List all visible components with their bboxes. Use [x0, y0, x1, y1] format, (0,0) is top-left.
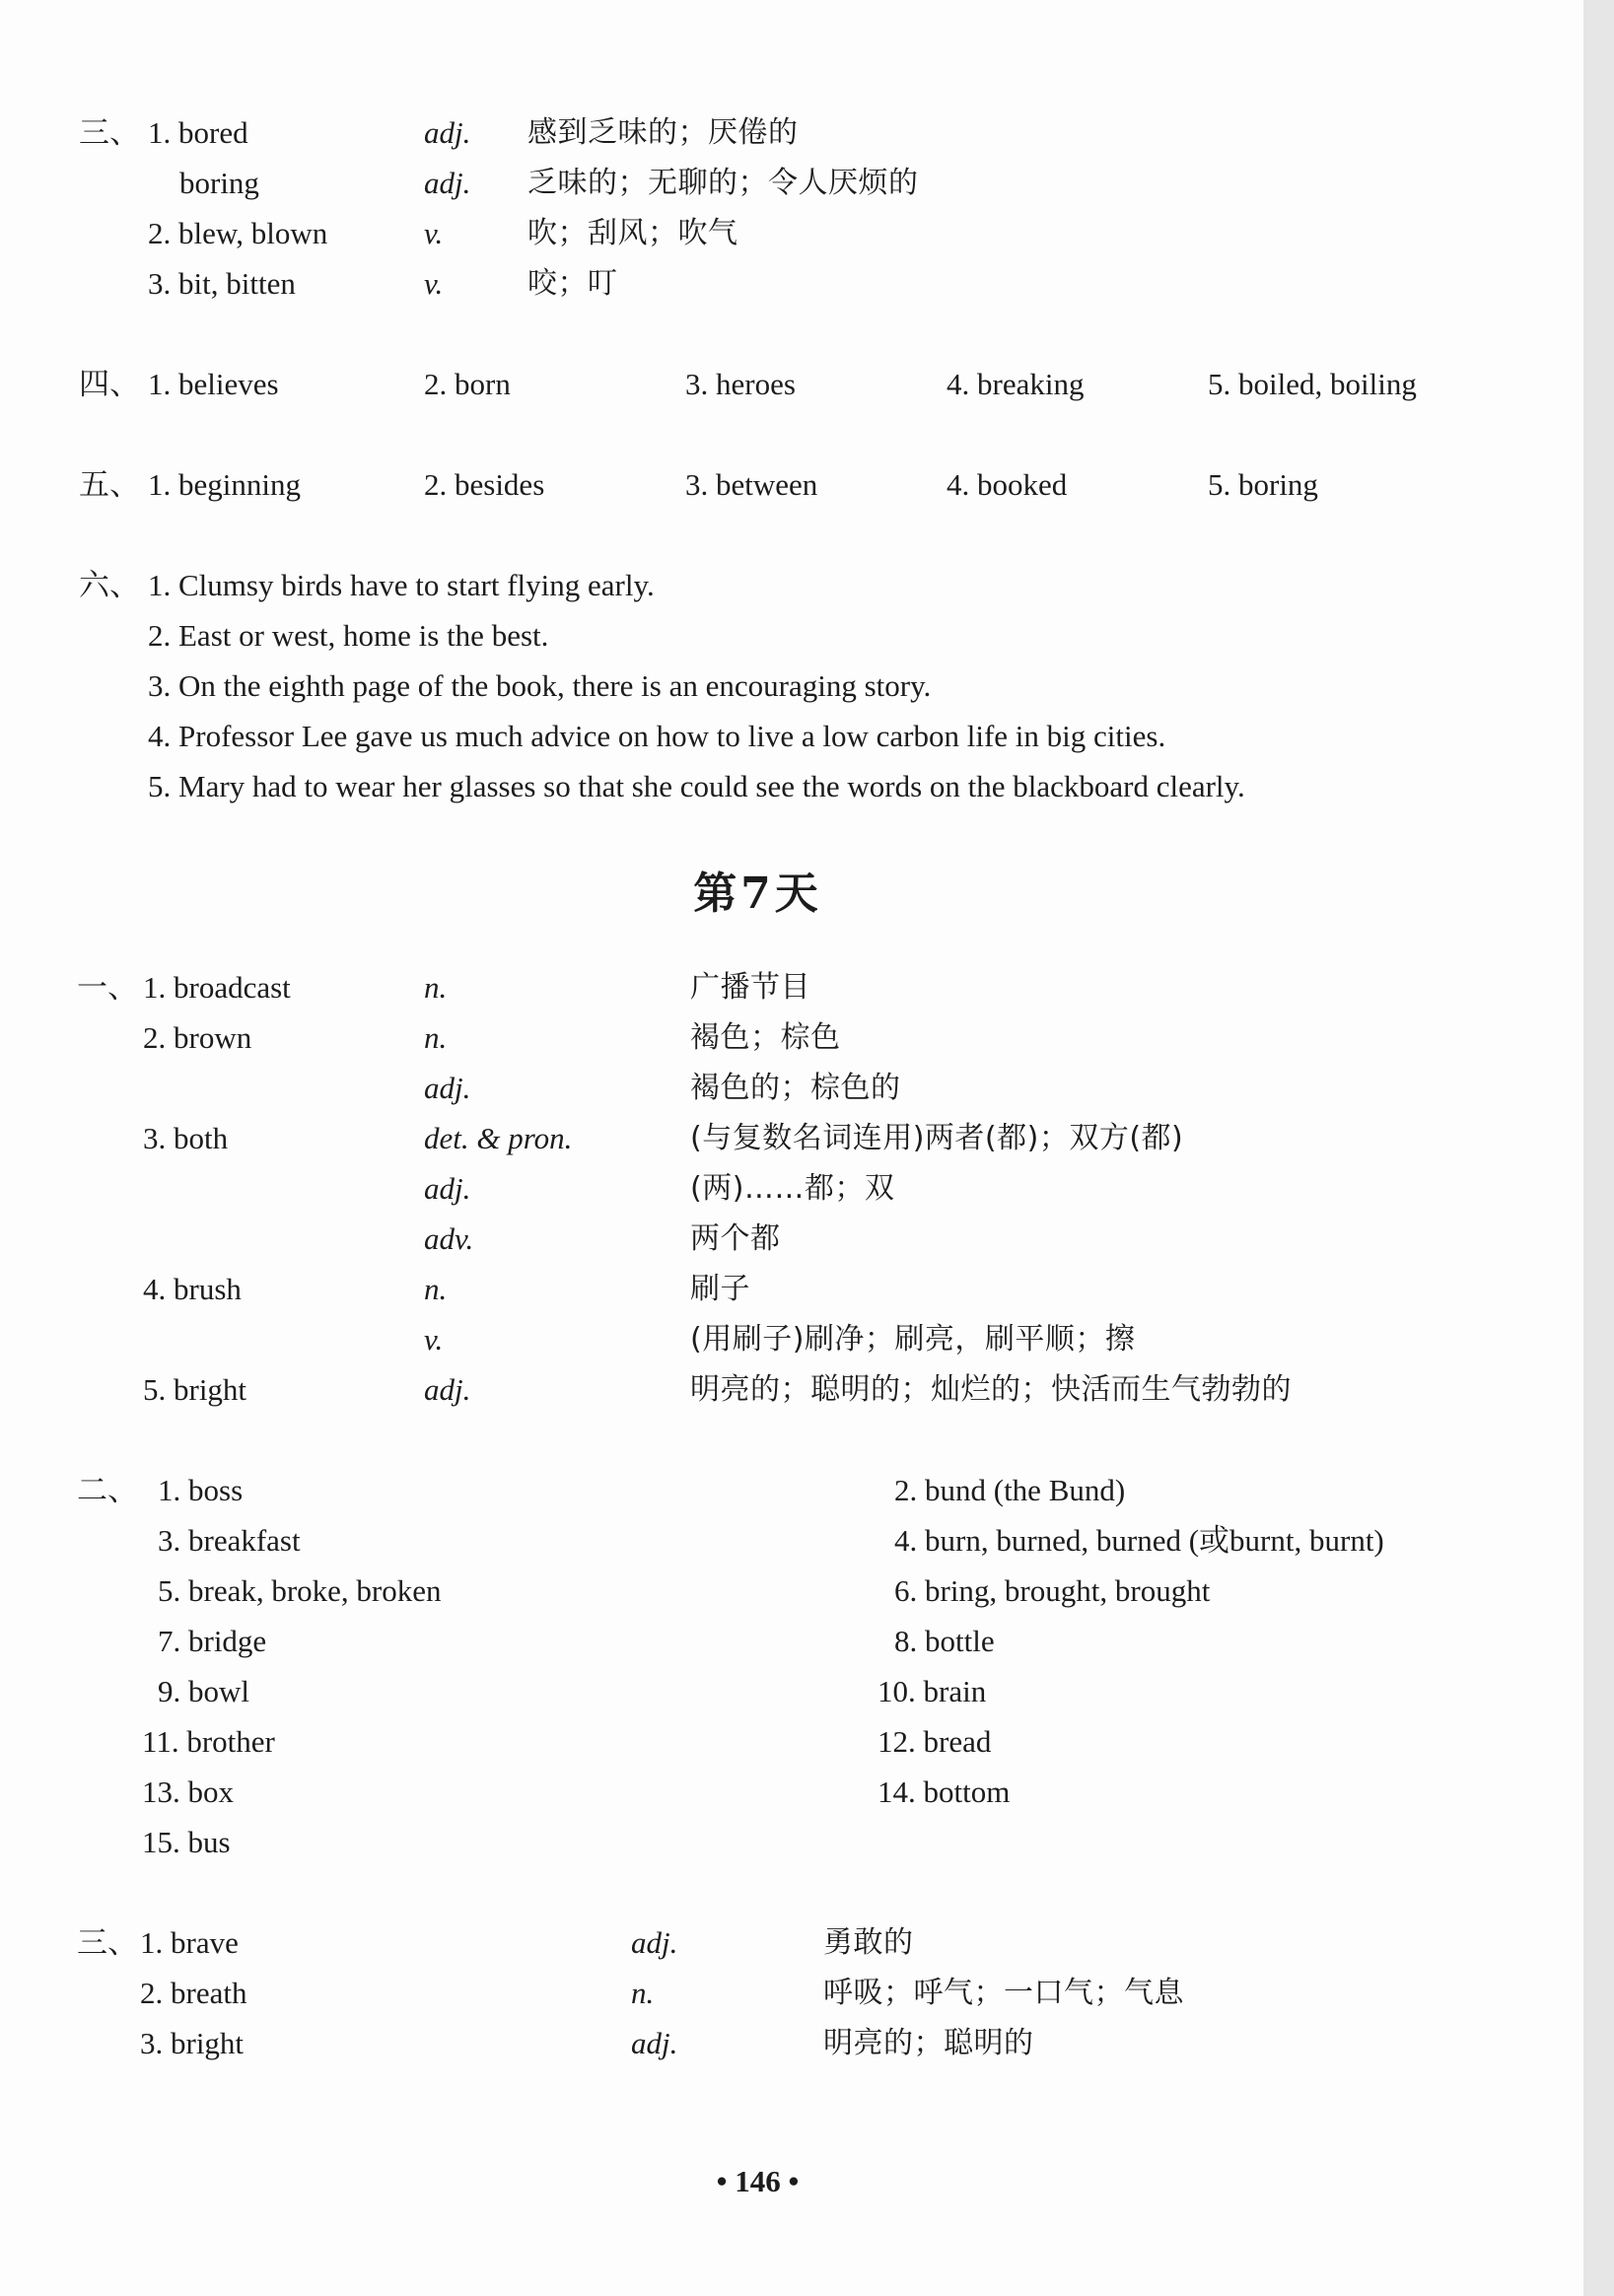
- section-marker: 五、: [79, 467, 140, 502]
- answer-item: 15. bus: [142, 1825, 231, 1859]
- vocab-word: 3. bit, bitten: [148, 266, 296, 301]
- part-of-speech: adj.: [424, 1071, 471, 1105]
- answer-item: 10. brain: [877, 1674, 987, 1708]
- part-of-speech: n.: [631, 1976, 655, 2010]
- vocab-meaning: 呼吸；呼气；一口气；气息: [823, 1976, 1184, 2010]
- vocab-meaning: (与复数名词连用)两者(都)；双方(都): [690, 1121, 1184, 1155]
- vocab-word: 1. brave: [140, 1925, 239, 1960]
- vocab-meaning: 勇敢的: [823, 1925, 914, 1960]
- vocab-word: 2. blew, blown: [148, 216, 328, 250]
- answer-item: 11. brother: [142, 1724, 275, 1759]
- answer-item: 1. boss: [158, 1473, 244, 1507]
- part-of-speech: n.: [424, 1020, 448, 1055]
- answer-item: 1. beginning: [148, 467, 301, 502]
- answer-item: 8. bottle: [894, 1624, 995, 1658]
- answer-item: 2. bund (the Bund): [894, 1473, 1126, 1507]
- section-marker: 四、: [79, 367, 140, 401]
- sentence: 2. East or west, home is the best.: [148, 618, 549, 653]
- part-of-speech: adj.: [424, 166, 471, 200]
- part-of-speech: adj.: [424, 1171, 471, 1206]
- answer-item: 6. bring, brought, brought: [894, 1573, 1211, 1608]
- vocab-meaning: 广播节目: [690, 970, 810, 1005]
- section-marker: 三、: [79, 115, 140, 150]
- section-marker: 一、: [77, 970, 138, 1005]
- answer-item: 2. besides: [424, 467, 545, 502]
- vocab-meaning: 两个都: [690, 1221, 781, 1256]
- vocab-meaning: 明亮的；聪明的；灿烂的；快活而生气勃勃的: [690, 1372, 1292, 1407]
- answer-item: 9. bowl: [158, 1674, 249, 1708]
- answer-item: 2. born: [424, 367, 511, 401]
- part-of-speech: v.: [424, 216, 444, 250]
- vocab-word: 3. bright: [140, 2026, 245, 2060]
- vocab-word: boring: [179, 166, 259, 200]
- answer-item: 4. burn, burned, burned (或burnt, burnt): [894, 1523, 1384, 1558]
- sentence: 3. On the eighth page of the book, there is an encouraging story.: [148, 668, 932, 703]
- vocab-word: 2. brown: [143, 1020, 252, 1055]
- answer-item: 1. believes: [148, 367, 279, 401]
- part-of-speech: adj.: [631, 1925, 678, 1960]
- section-marker: 二、: [77, 1473, 138, 1507]
- section-marker: 六、: [79, 568, 140, 602]
- answer-item: 4. breaking: [947, 367, 1085, 401]
- part-of-speech: v.: [424, 1322, 444, 1357]
- answer-item: 4. booked: [947, 467, 1068, 502]
- vocab-meaning: 刷子: [690, 1272, 750, 1306]
- part-of-speech: adj.: [631, 2026, 678, 2060]
- answer-item: 13. box: [142, 1774, 234, 1809]
- vocab-meaning: 感到乏味的；厌倦的: [527, 115, 799, 150]
- answer-item: 3. heroes: [685, 367, 796, 401]
- answer-item: 12. bread: [877, 1724, 992, 1759]
- vocab-meaning: (用刷子)刷净；刷亮，刷平顺；擦: [690, 1322, 1136, 1357]
- answer-item: 7. bridge: [158, 1624, 267, 1658]
- sentence: 4. Professor Lee gave us much advice on how to live a low carbon life in big cities.: [148, 719, 1166, 753]
- vocab-word: 2. breath: [140, 1976, 247, 2010]
- sentence: 1. Clumsy birds have to start flying early.: [148, 568, 655, 602]
- part-of-speech: adj.: [424, 115, 471, 150]
- part-of-speech: v.: [424, 266, 444, 301]
- vocab-meaning: 乏味的；无聊的；令人厌烦的: [527, 166, 919, 200]
- answer-item: 5. break, broke, broken: [158, 1573, 442, 1608]
- part-of-speech: det. & pron.: [424, 1121, 573, 1155]
- vocab-word: 5. bright: [143, 1372, 247, 1407]
- part-of-speech: n.: [424, 970, 448, 1005]
- vocab-word: 1. bored: [148, 115, 248, 150]
- vocab-word: 4. brush: [143, 1272, 242, 1306]
- vocab-meaning: 褐色；棕色: [690, 1020, 841, 1055]
- vocab-word: 1. broadcast: [143, 970, 291, 1005]
- part-of-speech: n.: [424, 1272, 448, 1306]
- answer-item: 14. bottom: [877, 1774, 1011, 1809]
- vocab-word: 3. both: [143, 1121, 229, 1155]
- vocab-meaning: (两)……都；双: [690, 1171, 895, 1206]
- page-number: • 146 •: [716, 2164, 800, 2198]
- part-of-speech: adv.: [424, 1221, 474, 1256]
- part-of-speech: adj.: [424, 1372, 471, 1407]
- answer-item: 5. boring: [1208, 467, 1318, 502]
- section-marker: 三、: [77, 1925, 138, 1960]
- answer-item: 3. breakfast: [158, 1523, 301, 1558]
- answer-item: 5. boiled, boiling: [1208, 367, 1417, 401]
- day-title: 第7天: [693, 869, 822, 919]
- vocab-meaning: 褐色的；棕色的: [690, 1071, 901, 1105]
- vocab-meaning: 吹；刮风；吹气: [527, 216, 738, 250]
- answer-item: 3. between: [685, 467, 818, 502]
- vocab-meaning: 咬；叮: [527, 266, 618, 301]
- sentence: 5. Mary had to wear her glasses so that she could see the words on the blackboard clearly.: [148, 769, 1245, 803]
- vocab-meaning: 明亮的；聪明的: [823, 2026, 1034, 2060]
